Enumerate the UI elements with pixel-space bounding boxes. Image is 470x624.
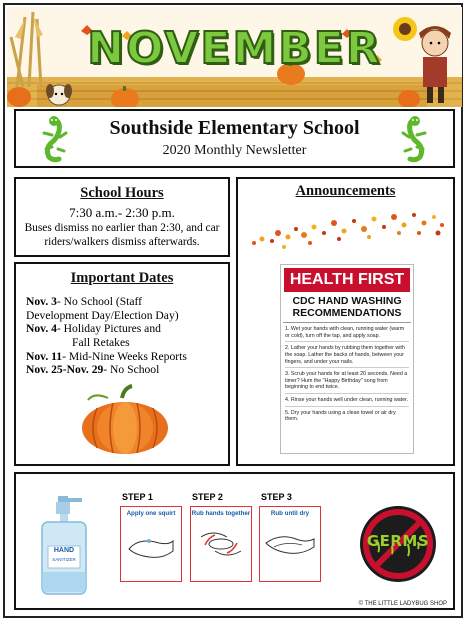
sanitizer-label-line1: HAND [53, 547, 75, 554]
germs-text: GERMS [366, 532, 430, 550]
handwashing-step: 3. Scrub your hands for at least 20 seconds. Need a timer? Hum the "Happy Birthday" song from beginning to end twice. [285, 371, 409, 394]
school-hours-heading: School Hours [80, 185, 164, 201]
newsletter-subtitle: 2020 Monthly Newsletter [162, 143, 307, 158]
pumpkin-illustration [78, 384, 172, 456]
date-text: - No School [103, 363, 160, 377]
step-3-card [259, 506, 321, 582]
handwashing-subtitle: CDC HAND WASHING RECOMMENDATIONS [283, 296, 411, 323]
date-list [16, 295, 228, 377]
date-label: Nov. 11 [26, 349, 63, 363]
hand-sanitizer-bottle [36, 496, 92, 596]
dry-hands-icon [260, 517, 320, 567]
step-1-caption: Apply one squirt [126, 510, 176, 517]
step-3-label: STEP 3 [261, 492, 292, 502]
date-text: - Holiday Pictures and [56, 322, 161, 336]
date-label: Nov. 4 [26, 322, 57, 336]
hand-squirt-icon [121, 517, 181, 567]
step-1-card [120, 506, 182, 582]
date-label: Nov. 25-Nov. 29 [26, 363, 104, 377]
rub-hands-icon [191, 517, 251, 567]
important-dates-section [14, 262, 230, 466]
date-label: Nov. 3 [26, 295, 57, 308]
date-item-continuation: Development Day/Election Day) [26, 308, 179, 322]
date-item [26, 295, 228, 309]
handwashing-step: 2. Lather your hands by rubbing them together with the soap. Lather the backs of hands, between your fingers, and under your nails. [285, 345, 409, 368]
school-hours-time: 7:30 a.m.- 2:30 p.m. [69, 205, 175, 220]
date-text: - No School (Staff [56, 295, 143, 308]
school-name: Southside Elementary School [109, 117, 360, 139]
banner-title: NOVEMBER [87, 23, 382, 74]
announcements-section [236, 177, 455, 466]
step-2-card [190, 506, 252, 582]
handwashing-step: 5. Dry your hands using a clean towel or air dry them. [285, 409, 396, 423]
step-1-label: STEP 1 [122, 492, 153, 502]
date-item [26, 350, 228, 364]
dismissal-note: Buses dismiss no earlier than 2:30, and car riders/walkers dismiss afterwards. [24, 222, 220, 248]
date-item [26, 363, 228, 377]
step-3-caption: Rub until dry [270, 510, 310, 517]
autumn-leaves-swirl [244, 203, 449, 259]
step-2-caption: Rub hands together [191, 510, 251, 517]
handwashing-step: 4. Rinse your hands well under clean, running water. [285, 397, 409, 407]
lizard-icon-right [399, 115, 433, 163]
hand-sanitizer-section [14, 472, 455, 610]
date-item-continuation: Fall Retakes [72, 336, 130, 350]
date-item [26, 322, 228, 336]
step-2-label: STEP 2 [192, 492, 223, 502]
health-first-title: HEALTH FIRST [284, 268, 410, 292]
school-hours-section [14, 177, 230, 257]
sanitizer-label-line2: SANITIZER [52, 557, 76, 562]
date-text: - Mid-Nine Weeks Reports [62, 349, 187, 363]
health-first-poster [280, 264, 414, 454]
november-banner [7, 7, 462, 107]
handwashing-step: 1. Wet your hands with clean, running water (warm or cold), turn off the tap, and apply soap. [285, 326, 409, 342]
copyright-note: © THE LITTLE LADYBUG SHOP [358, 601, 447, 607]
title-section [14, 109, 455, 168]
important-dates-heading: Important Dates [70, 270, 174, 286]
announcements-heading: Announcements [295, 183, 396, 199]
